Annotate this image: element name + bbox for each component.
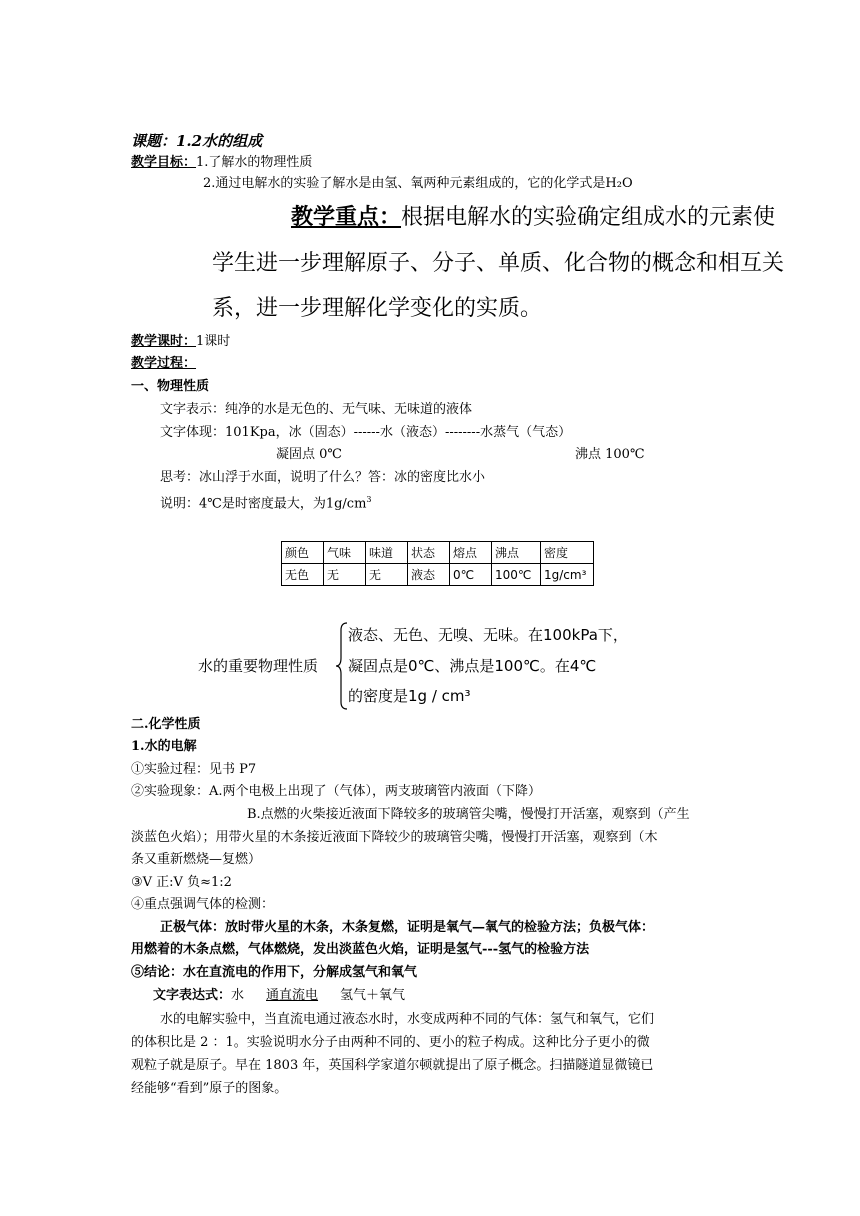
table-cell: 无色: [282, 564, 324, 586]
gas-test-line-2: 用燃着的木条点燃，气体燃烧，发出淡蓝色火焰，证明是氢气---氢气的检验方法: [131, 942, 590, 957]
freeze-point: 凝固点 0℃: [276, 447, 342, 462]
key-point-line-2: 学生进一步理解原子、分子、单质、化合物的概念和相互关: [212, 251, 785, 276]
table-header-row: [282, 542, 594, 564]
table-cell: 无: [366, 564, 408, 586]
equation-condition: 通直流电: [266, 988, 319, 1003]
brace-line-3: 的密度是1g / cm³: [348, 687, 471, 705]
paragraph-line-1: 水的电解实验中，当直流电通过液态水时，水变成两种不同的气体：氢气和氧气，它们: [160, 1012, 655, 1027]
table-header-cell: 熔点: [450, 542, 492, 564]
section1-note-sup: 3: [366, 495, 372, 504]
table-cell: 0℃: [450, 564, 492, 586]
paragraph-line-3: 观粒子就是原子。早在 1803 年，英国科学家道尔顿就提出了原子概念。扫描隧道显微镜已: [131, 1058, 654, 1073]
paragraph-line-4: 经能够“看到”原子的图象。: [131, 1081, 288, 1096]
step-1: ①实验过程：见书 P7: [131, 762, 257, 777]
equation-products: 氢气＋氧气: [340, 988, 406, 1003]
section1-note-text: 说明：4℃是时密度最大，为1g/cm: [160, 496, 367, 512]
gas-test-line-1: 正极气体：放时带火星的木条，木条复燃，证明是氧气—氧气的检验方法；负极气体：: [160, 920, 655, 935]
table-header-cell: 沸点: [492, 542, 541, 564]
brace-label: 水的重要物理性质: [198, 657, 319, 675]
key-point-label: 教学重点：: [291, 204, 402, 230]
equation-water: 水: [231, 988, 245, 1003]
hours-line: [131, 333, 230, 351]
table-header-cell: 状态: [408, 542, 450, 564]
section1-text2: 文字体现：101Kpa，冰（固态）------水（液态）--------水蒸气（气态）: [160, 425, 572, 440]
paragraph-line-2: 的体积比是 2 ：1。实验说明水分子由两种不同的、更小的粒子构成。这种比分子更小的微: [131, 1035, 650, 1050]
brace-line-2: 凝固点是0℃、沸点是100℃。在4℃: [348, 657, 597, 675]
step-2d: 条又重新燃烧—复燃）: [131, 852, 262, 867]
properties-table: [281, 541, 594, 586]
goal-2: 2.通过电解水的实验了解水是由氢、氧两种元素组成的，它的化学式是H₂O: [203, 176, 633, 191]
key-point-line-3: 系，进一步理解化学变化的实质。: [212, 296, 543, 321]
section1-think: 思考：冰山浮于水面，说明了什么？答：冰的密度比水小: [160, 470, 486, 485]
step-3: ③V 正:V 负≈1:2: [131, 875, 232, 890]
left-brace-icon: [336, 622, 348, 710]
process-label: 教学过程：: [131, 356, 197, 371]
table-cell: 100℃: [492, 564, 541, 586]
key-point-text-1: 根据电解水的实验确定组成水的元素使: [401, 205, 776, 230]
equation-label: 文字表达式：: [153, 988, 232, 1003]
section2-heading: 二.化学性质: [131, 717, 201, 732]
brace-line-1: 液态、无色、无嗅、无味。在100kPa下，: [348, 626, 628, 644]
section1-text1: 文字表示：纯净的水是无色的、无气味、无味道的液体: [160, 402, 473, 417]
goals-line: [131, 154, 312, 172]
section2-sub1: 1.水的电解: [131, 739, 197, 754]
hours-label: 教学课时：: [131, 334, 197, 349]
goal-1: 1.了解水的物理性质: [196, 155, 313, 170]
table-header-cell: 颜色: [282, 542, 324, 564]
table-cell: 1g/cm³: [541, 564, 594, 586]
section1-heading: 一、物理性质: [131, 379, 210, 394]
boil-point: 沸点 100℃: [575, 447, 645, 462]
goals-label: 教学目标：: [131, 155, 197, 170]
word-equation: [153, 987, 405, 1005]
step-2a: ②实验现象：A.两个电极上出现了（气体），两支玻璃管内液面（下降）: [131, 784, 542, 799]
table-header-cell: 气味: [324, 542, 366, 564]
table-cell: 液态: [408, 564, 450, 586]
page-title: 课题：1.2水的组成: [131, 132, 263, 150]
section1-note: [160, 491, 372, 513]
table-header-cell: 味道: [366, 542, 408, 564]
brace-summary: [198, 622, 678, 712]
table-cell: 无: [324, 564, 366, 586]
table-header-cell: 密度: [541, 542, 594, 564]
step-2c: 淡蓝色火焰）；用带火星的木条接近液面下降较少的玻璃管尖嘴，慢慢打开活塞，观察到（木: [131, 830, 658, 845]
step-4: ④重点强调气体的检测：: [131, 897, 275, 912]
key-point-line-1: [291, 202, 775, 233]
table-row: [282, 564, 594, 586]
conclusion: ⑤结论：水在直流电的作用下，分解成氢气和氧气: [131, 965, 418, 980]
step-2b: B.点燃的火柴接近液面下降较多的玻璃管尖嘴，慢慢打开活塞，观察到（产生: [247, 807, 690, 822]
hours-value: 1课时: [196, 334, 231, 349]
